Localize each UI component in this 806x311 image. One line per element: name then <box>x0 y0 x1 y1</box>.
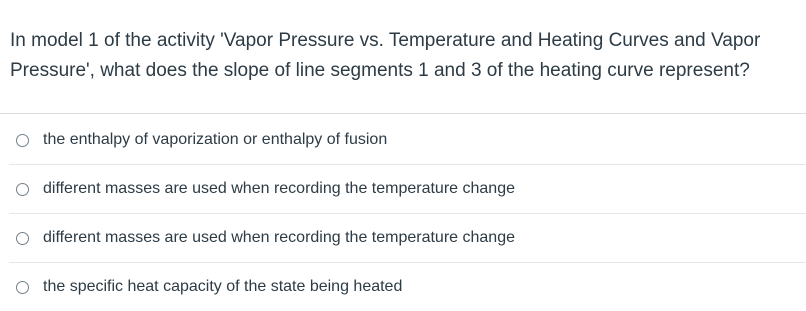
radio-button-icon[interactable] <box>16 134 29 147</box>
radio-button-icon[interactable] <box>16 281 29 294</box>
answer-option-1[interactable] <box>9 116 806 164</box>
answer-option-2[interactable] <box>9 164 806 213</box>
answer-label: the specific heat capacity of the state being heated <box>43 278 403 295</box>
answer-option-4[interactable] <box>9 262 806 311</box>
answer-label: different masses are used when recording the temperature change <box>43 229 515 246</box>
radio-button-icon[interactable] <box>16 183 29 196</box>
radio-button-icon[interactable] <box>16 232 29 245</box>
question-text-line-2: Pressure', what does the slope of line segments 1 and 3 of the heating curve represent? <box>10 60 750 81</box>
question-divider <box>0 113 806 114</box>
question-text-line-1: In model 1 of the activity 'Vapor Pressure vs. Temperature and Heating Curves and Vapor <box>10 30 761 51</box>
answer-label: the enthalpy of vaporization or enthalpy of fusion <box>43 131 388 148</box>
answer-label: different masses are used when recording the temperature change <box>43 180 515 197</box>
answer-option-3[interactable] <box>9 213 806 262</box>
answer-list <box>9 116 806 311</box>
question-text <box>10 26 800 86</box>
